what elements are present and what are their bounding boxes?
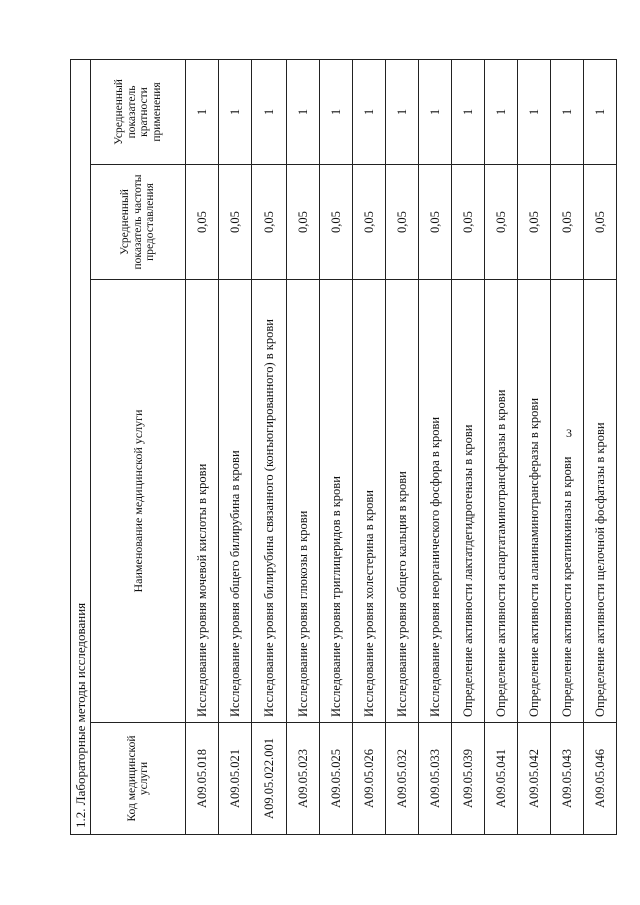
frequency-value: 0,05 [320,165,353,280]
frequency-value: 0,05 [485,165,518,280]
service-name: Исследование уровня общего билирубина в крови [219,280,252,723]
table-body [186,59,617,834]
table-row [584,59,617,834]
multiplicity-value: 1 [419,59,452,164]
column-header-multiplicity: Усредненный показатель кратности применения [91,59,186,164]
service-name: Исследование уровня билирубина связанного (конъюгированного) в крови [252,280,287,723]
service-name: Исследование уровня холестерина в крови [353,280,386,723]
table-row [485,59,518,834]
frequency-value: 0,05 [252,165,287,280]
table-row [353,59,386,834]
frequency-value: 0,05 [287,165,320,280]
service-name: Исследование уровня глюкозы в крови [287,280,320,723]
column-header-frequency: Усредненный показатель частоты предоставления [91,165,186,280]
table-row [518,59,551,834]
service-code: A09.05.023 [287,723,320,835]
service-code: A09.05.042 [518,723,551,835]
frequency-value: 0,05 [419,165,452,280]
table-row [419,59,452,834]
service-code: A09.05.041 [485,723,518,835]
table-row [452,59,485,834]
services-table [70,59,617,835]
column-header-name: Наименование медицинской услуги [91,280,186,723]
service-code: A09.05.026 [353,723,386,835]
rotated-page-content [70,60,605,835]
table-row [219,59,252,834]
frequency-value: 0,05 [219,165,252,280]
service-code: A09.05.033 [419,723,452,835]
service-code: A09.05.018 [186,723,219,835]
frequency-value: 0,05 [584,165,617,280]
table-row [386,59,419,834]
service-name: Исследование уровня неорганического фосфора в крови [419,280,452,723]
multiplicity-value: 1 [485,59,518,164]
multiplicity-value: 1 [186,59,219,164]
service-name: Исследование уровня мочевой кислоты в крови [186,280,219,723]
frequency-value: 0,05 [551,165,584,280]
page-number: 3 [566,426,572,440]
service-code: A09.05.025 [320,723,353,835]
service-name: Определение активности креатинкиназы в крови [551,280,584,723]
multiplicity-value: 1 [353,59,386,164]
table-row [186,59,219,834]
service-code: A09.05.021 [219,723,252,835]
multiplicity-value: 1 [386,59,419,164]
frequency-value: 0,05 [186,165,219,280]
service-code: A09.05.046 [584,723,617,835]
table-row [320,59,353,834]
table-row [252,59,287,834]
multiplicity-value: 1 [252,59,287,164]
multiplicity-value: 1 [320,59,353,164]
frequency-value: 0,05 [518,165,551,280]
service-code: A09.05.022.001 [252,723,287,835]
frequency-value: 0,05 [353,165,386,280]
multiplicity-value: 1 [452,59,485,164]
table-row [551,59,584,834]
frequency-value: 0,05 [452,165,485,280]
multiplicity-value: 1 [518,59,551,164]
service-name: Исследование уровня триглицеридов в крови [320,280,353,723]
service-code: A09.05.039 [452,723,485,835]
multiplicity-value: 1 [551,59,584,164]
multiplicity-value: 1 [219,59,252,164]
service-name: Исследование уровня общего кальция в крови [386,280,419,723]
column-header-code: Код медицинской услуги [91,723,186,835]
service-name: Определение активности лактатдегидрогеназы в крови [452,280,485,723]
service-code: A09.05.043 [551,723,584,835]
multiplicity-value: 1 [584,59,617,164]
service-name: Определение активности аланинаминотрансферазы в крови [518,280,551,723]
service-name: Определение активности аспартатаминотрансферазы в крови [485,280,518,723]
section-title: 1.2. Лабораторные методы исследования [71,59,91,834]
table-row [287,59,320,834]
frequency-value: 0,05 [386,165,419,280]
multiplicity-value: 1 [287,59,320,164]
service-name: Определение активности щелочной фосфатазы в крови [584,280,617,723]
service-code: A09.05.032 [386,723,419,835]
